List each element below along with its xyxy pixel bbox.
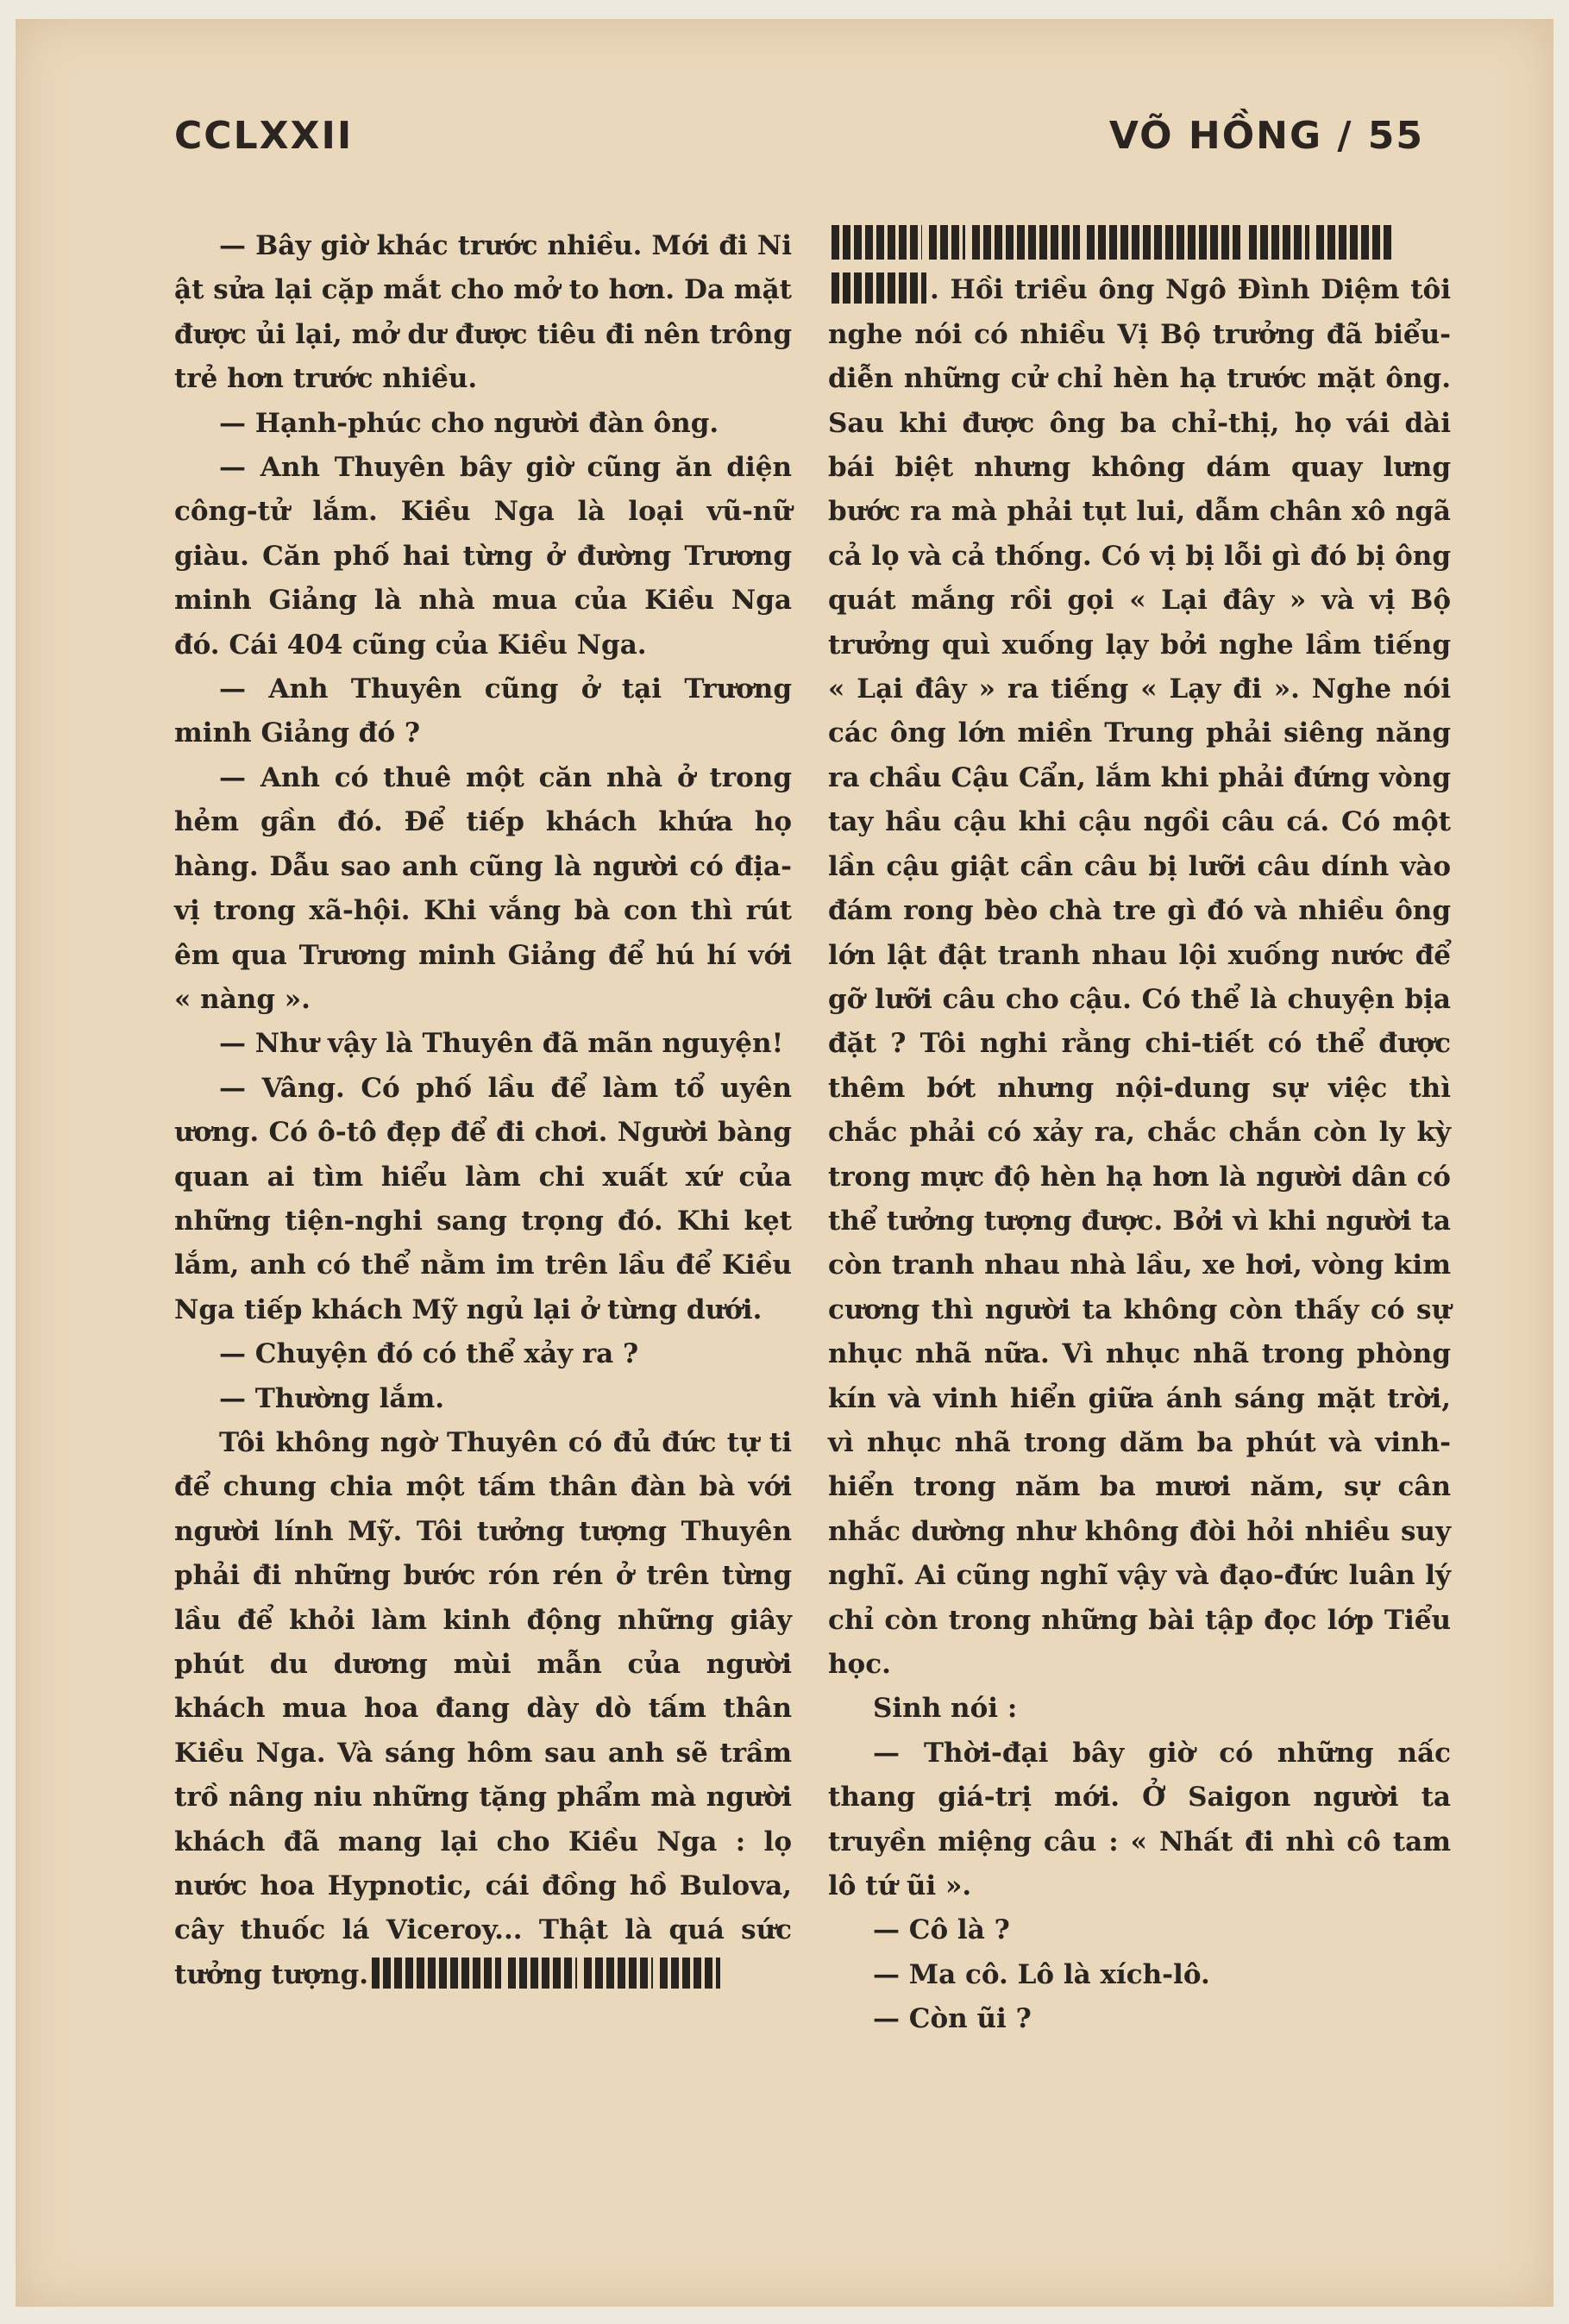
censored-block [584,1958,653,1989]
censored-block [1087,225,1242,260]
censored-block [1316,225,1394,260]
paragraph: — Anh Thuyên cũng ở tại Trương minh Giảng đó ? [174,673,792,749]
paragraph-with-censor [828,268,1451,1687]
censored-block [972,225,1080,260]
paragraph: Sinh nói : [873,1693,1018,1725]
left-column [174,224,792,1997]
paragraph: — Còn ũi ? [873,2003,1032,2035]
paragraph: — Vâng. Có phố lầu để làm tổ uyên ương. Có ô-tô đẹp để đi chơi. Người bàng quan ai tìm hiểu làm chi xuất xứ của những tiện-nghi sang trọng đó. Khi kẹt lắm, anh có thể nằm im trên lầu để Kiều Nga tiếp khách Mỹ ngủ lại ở từng dưới. [174,1072,792,1325]
paragraph: — Ma cô. Lô là xích-lô. [873,1958,1210,1990]
book-page [16,19,1553,2307]
censored-opening-line [828,224,1451,268]
paragraph: — Thời-đại bây giờ có những nấc thang giá-trị mới. Ở Saigon người ta truyền miệng câu : « Nhất đi nhì cô tam lô tứ ũi ». [828,1737,1451,1902]
censored-block [660,1958,720,1989]
paragraph-text: . Hồi triều ông Ngô Đình Diệm tôi nghe nói có nhiều Vị Bộ trưởng đã biểu-diễn những cử chỉ hèn hạ trước mặt ông. Sau khi được ông ba chỉ-thị, họ vái dài bái biệt nhưng không dám quay lưng bước ra mà phải tụt lui, dẫm chân xô ngã cả lọ và cả thống. Có vị bị lỗi gì đó bị ông quát mắng rồi gọi « Lại đây » và vị Bộ trưởng quì xuống lạy bởi nghe lầm tiếng « Lại đây » ra tiếng « Lạy đi ». Nghe nói các ông lớn miền Trung phải siêng năng ra chầu Cậu Cẩn, lắm khi phải đứng vòng tay hầu cậu khi cậu ngồi câu cá. Có một lần cậu giật cần câu bị lưỡi câu dính vào đám rong bèo chà tre gì đó và nhiều ông lớn lật đật tranh nhau lội xuống nước để gỡ lưỡi câu cho cậu. Có thể là chuyện bịa đặt ? Tôi nghi rằng chi-tiết có thể được thêm bớt nhưng nội-dung sự việc thì chắc phải có xảy ra, chắc chắn còn ly kỳ trong mực độ hèn hạ hơn là người dân có thể tưởng tượng được. Bởi vì khi người ta còn tranh nhau nhà lầu, xe hơi, vòng kim cương thì người ta không còn thấy có sự nhục nhã nữa. Vì nhục nhã trong phòng kín và vinh hiển giữa ánh sáng mặt trời, vì nhục nhã trong dăm ba phút và vinh-hiển trong năm ba mươi năm, sự cân nhắc dường như không đòi hỏi nhiều suy nghĩ. Ai cũng nghĩ vậy và đạo-đức luân lý chỉ còn trong những bài tập đọc lớp Tiểu học. [828,274,1451,1680]
censored-block [372,1958,501,1989]
paragraph: — Hạnh-phúc cho người đàn ông. [219,407,719,439]
right-column [828,224,1451,2042]
paragraph: — Anh Thuyên bây giờ cũng ăn diện công-tử lắm. Kiều Nga là loại vũ-nữ giàu. Căn phố hai từng ở đường Trương minh Giảng là nhà mua của Kiều Nga đó. Cái 404 cũng của Kiều Nga. [174,452,792,661]
censored-block [508,1958,577,1989]
censored-block [832,272,926,304]
paragraph: — Cô là ? [873,1914,1010,1946]
censored-block [929,225,965,260]
author-page-number: VÕ HỒNG / 55 [1108,114,1424,158]
paragraph: — Anh có thuê một căn nhà ở trong hẻm gần đó. Để tiếp khách khứa họ hàng. Dẫu sao anh cũng là người có địa-vị trong xã-hội. Khi vắng bà con thì rút êm qua Trương minh Giảng để hú hí với « nàng ». [174,761,792,1015]
paragraph: — Chuyện đó có thể xảy ra ? [219,1338,639,1370]
issue-number: CCLXXII [174,114,354,158]
paragraph: — Bây giờ khác trước nhiều. Mới đi Ni ật sửa lại cặp mắt cho mở to hơn. Da mặt được ủi lại, mở dư được tiêu đi nên trông trẻ hơn trước nhiều. [174,230,792,395]
censored-block [1249,225,1309,260]
paragraph: — Như vậy là Thuyên đã mãn nguyện! [219,1028,784,1060]
paragraph: — Thường lắm. [219,1382,445,1414]
paragraph-text: Tôi không ngờ Thuyên có đủ đức tự ti để chung chia một tấm thân đàn bà với người lính Mỹ. Tôi tưởng tượng Thuyên phải đi những bước rón rén ở trên từng lầu để khỏi làm kinh động những giây phút du dương mùi mẫn của người khách mua hoa đang dày dò tấm thân Kiều Nga. Và sáng hôm sau anh sẽ trầm trồ nâng niu những tặng phẩm mà người khách đã mang lại cho Kiều Nga : lọ nước hoa Hypnotic, cái đồng hồ Bulova, cây thuốc lá Viceroy... Thật là quá sức tưởng tượng. [174,1426,792,1990]
page-header [16,19,1553,191]
censored-block [832,225,922,260]
paragraph-with-censor [174,1421,792,1997]
